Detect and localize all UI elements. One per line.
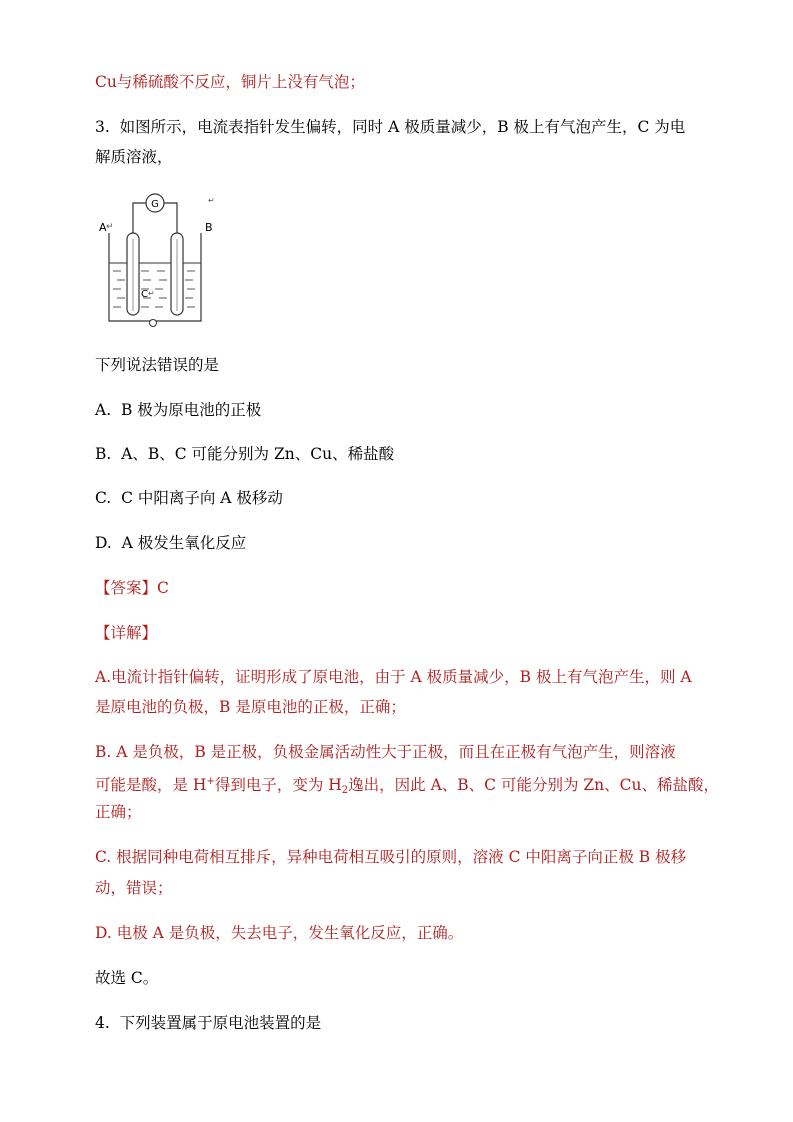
question-prompt: 下列说法错误的是	[95, 356, 220, 374]
detail-tag: 【详解】	[95, 624, 158, 642]
label-b: B	[205, 221, 213, 234]
next-question-stem: 下列装置属于原电池装置的是	[119, 1014, 322, 1032]
galvanometer-label: G	[151, 199, 159, 210]
explanation-c-1: C. 根据同种电荷相互排斥，异种电荷相互吸引的原则，溶液 C 中阳离子向正极 B 极移	[95, 848, 687, 866]
next-question	[95, 1013, 321, 1033]
explanation-a-2: 是原电池的负极，B 是原电池的正极，正确；	[95, 698, 406, 716]
text-run: 可能是酸，是 H	[95, 776, 207, 794]
text-run: 逸出，因此 A、B、C 可能分别为 Zn、Cu、稀盐酸，	[348, 776, 719, 794]
option-text: B 极为原电池的正极	[120, 401, 262, 419]
answer-line	[95, 578, 169, 598]
next-question-number: 4.	[95, 1014, 110, 1032]
explanation-c-2: 动，错误；	[95, 879, 173, 897]
question-number: 3.	[95, 118, 110, 136]
intro-line: Cu与稀硫酸不反应，铜片上没有气泡；	[95, 73, 365, 91]
label-a: A	[99, 221, 107, 234]
option-key: C.	[95, 489, 112, 507]
svg-text:↵: ↵	[208, 196, 215, 205]
text-run: 得到电子，变为 H	[214, 776, 342, 794]
option-b	[95, 444, 394, 464]
explanation-d-1: D. 电极 A 是负极，失去电子，发生氧化反应，正确。	[95, 924, 464, 942]
svg-text:↵: ↵	[148, 289, 155, 298]
answer-value: C	[157, 579, 169, 597]
option-c	[95, 488, 283, 508]
explanation-b-3: 正确；	[95, 803, 142, 821]
option-text: A、B、C 可能分别为 Zn、Cu、稀盐酸	[121, 445, 395, 463]
question-stem-cont: 解质溶液，	[95, 148, 173, 166]
explanation-a-1: A.电流计指针偏转，证明形成了原电池，由于 A 极质量减少，B 极上有气泡产生，则 A	[95, 668, 692, 686]
svg-text:↵: ↵	[106, 222, 114, 232]
subscript: 2	[341, 785, 349, 796]
answer-tag: 【答案】	[95, 579, 158, 597]
option-key: B.	[95, 445, 112, 463]
option-key: D.	[95, 534, 112, 552]
option-d	[95, 533, 246, 553]
option-text: A 极发生氧化反应	[121, 534, 247, 552]
option-a	[95, 400, 261, 420]
explanation-b-1: B. A 是负极，B 是正极，负极金属活动性大于正极，而且在正极有气泡产生，则溶液	[95, 743, 676, 761]
option-text: C 中阳离子向 A 极移动	[121, 489, 283, 507]
cell-diagram	[97, 183, 222, 331]
option-key: A.	[95, 401, 112, 419]
conclusion: 故选 C。	[95, 969, 159, 987]
label-c: C	[141, 289, 148, 300]
superscript: +	[206, 776, 215, 787]
question-stem	[95, 117, 685, 137]
question-stem-text: 如图所示，电流表指针发生偏转，同时 A 极质量减少，B 极上有气泡产生，C 为电	[119, 118, 686, 136]
explanation-b-2	[95, 772, 719, 801]
